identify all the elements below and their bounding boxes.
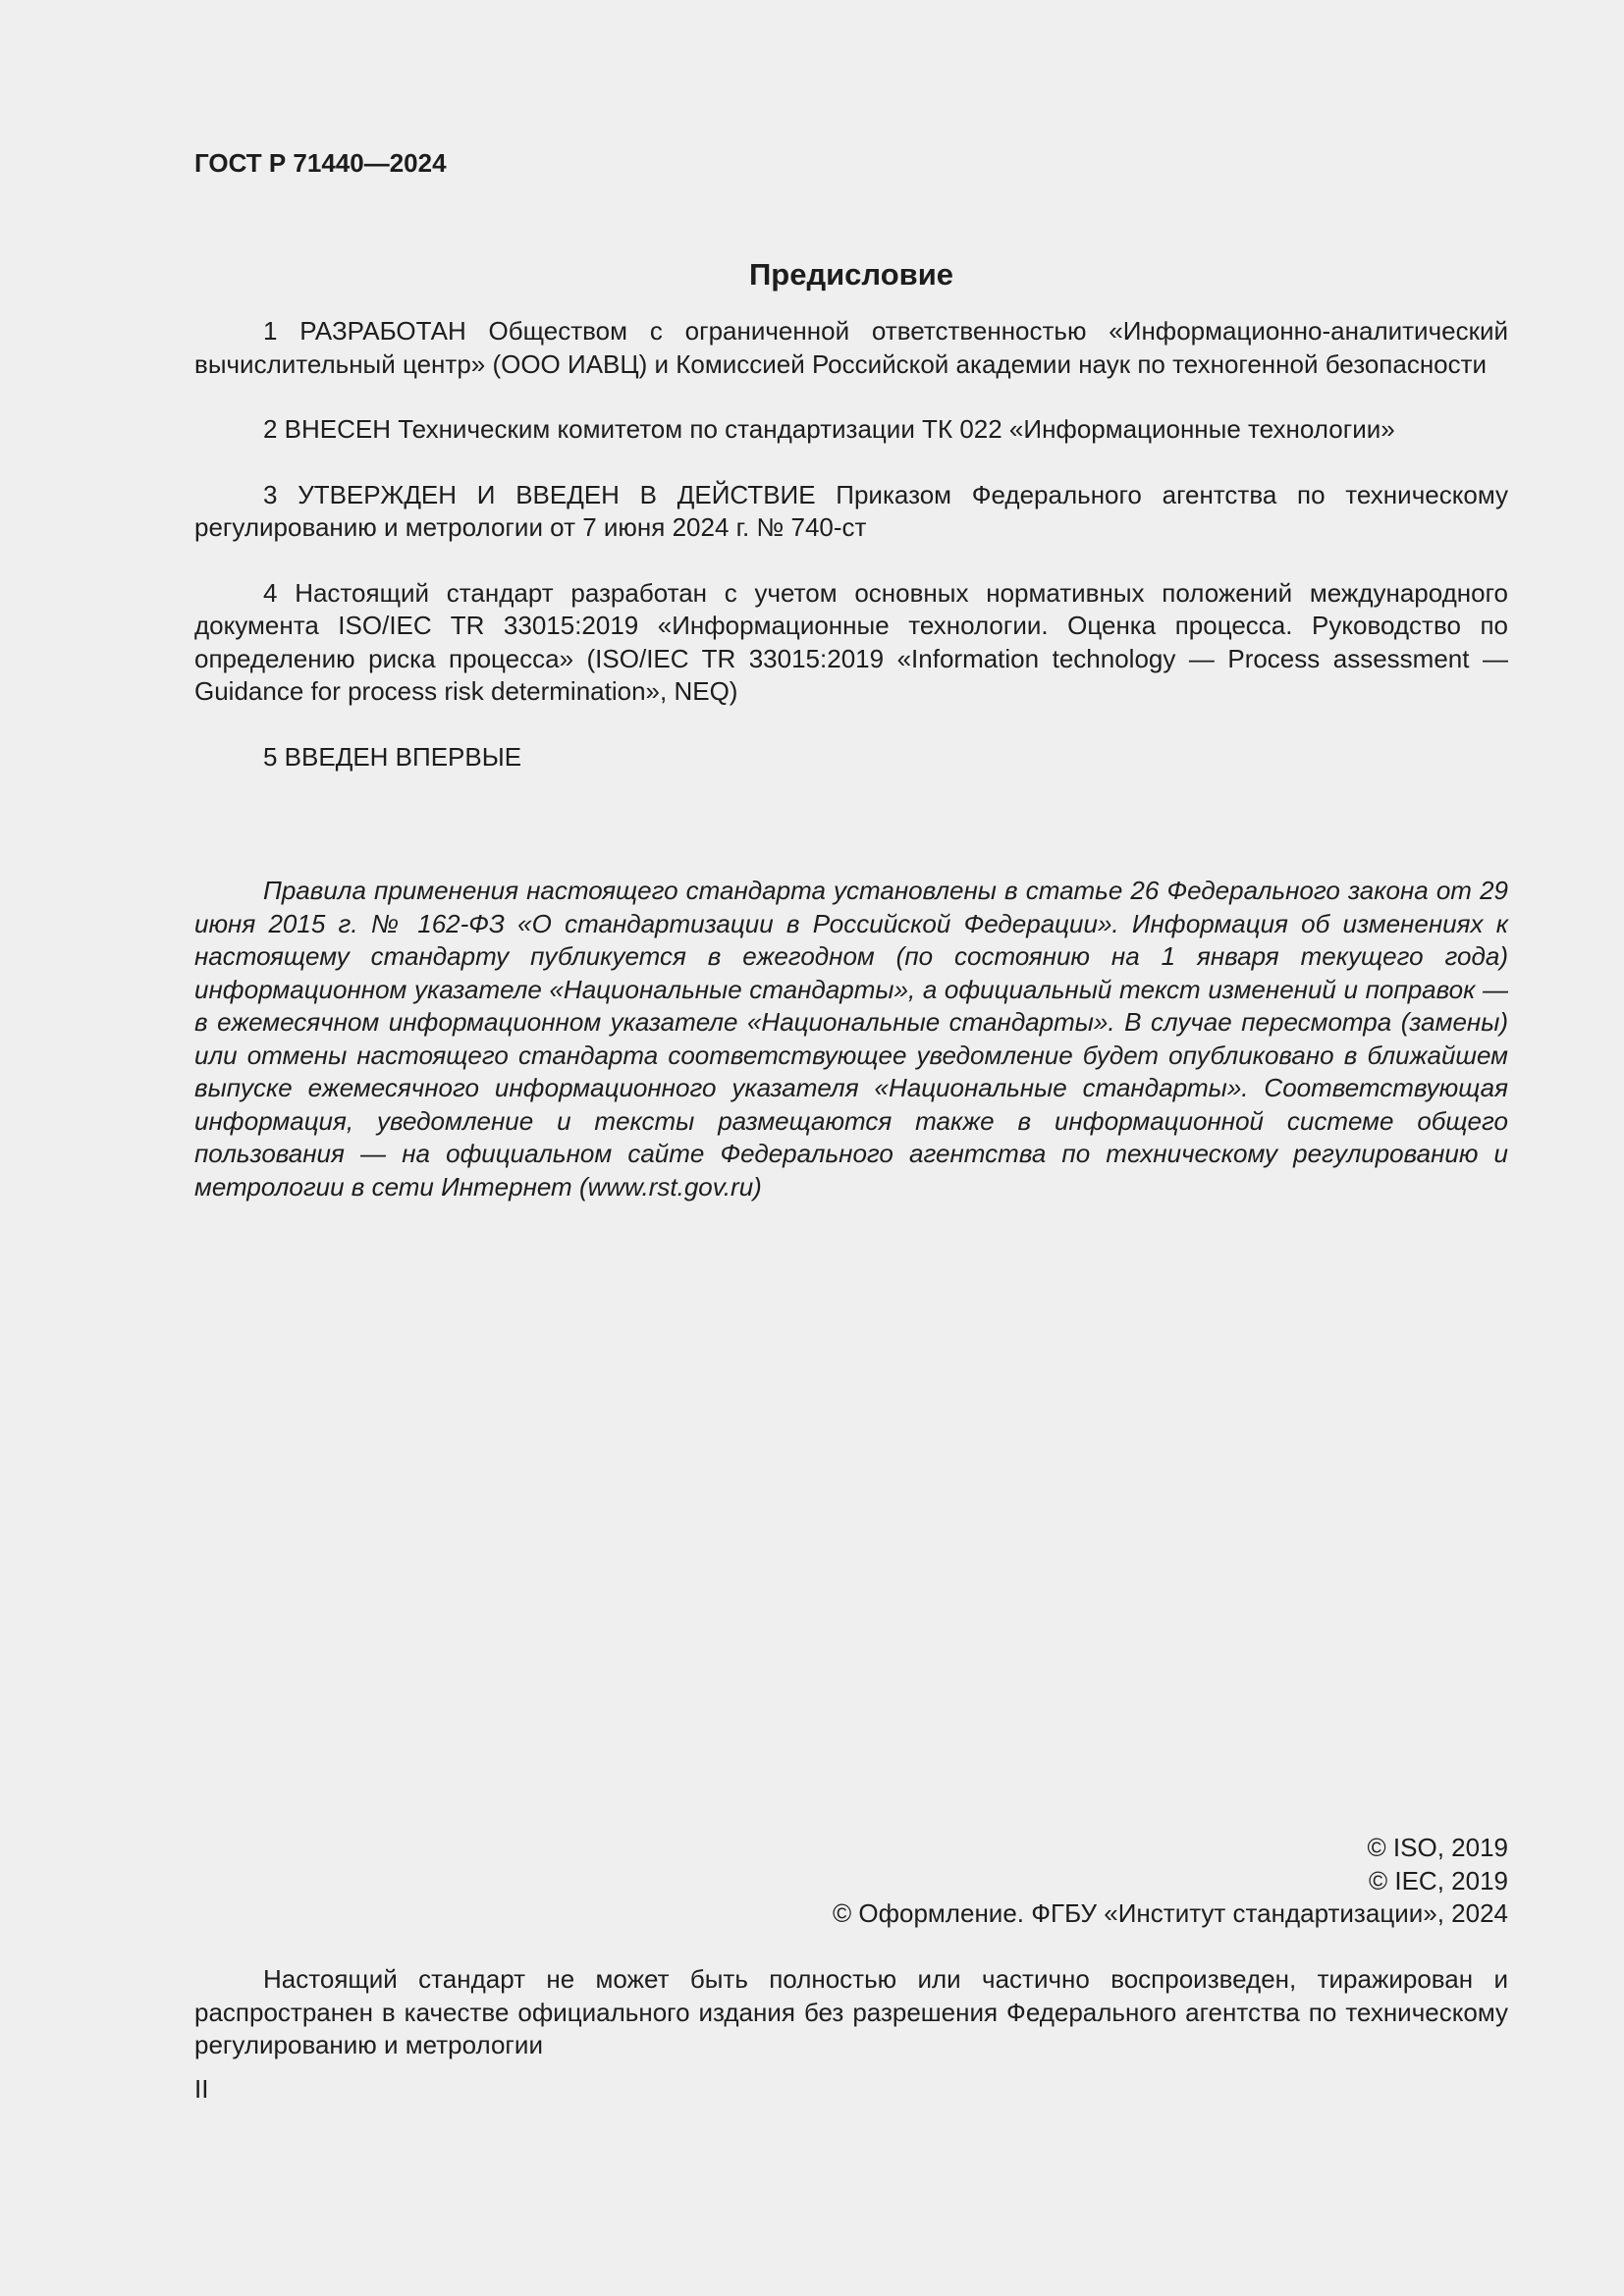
application-rules-text: Правила применения настоящего стандарта установлены в статье 26 Федерального закона от 29 июня 2015 г. № 162-ФЗ «О стандартизации в Российской Федерации». Информация об изменениях к настоящему стандарту публикуется в ежегодном (по состоянию на 1 января текущего года) информационном указателе «Национальные стандарты», а официальный текст изменений и поправок — в ежемесячном информационном указателе «Национальные стандарты». В случае пересмотра (замены) или отмены настоящего стандарта соответствующее уведомление будет опубликовано в ближайшем выпуске ежемесячного информационного указателя «Национальные стандарты». Соответствующая информация, уведомление и тексты размещаются также в информационной системе общего пользования — на официальном сайте Федерального агентства по техническому регулированию и метрологии в сети Интернет (www.rst.gov.ru) [194,876,1508,1201]
copyright-iec: © IEC, 2019 [1368,1865,1508,1896]
page-number: II [194,2074,209,2104]
copyright-iso: © ISO, 2019 [1367,1833,1508,1862]
preface-item-5: 5 ВВЕДЕН ВПЕРВЫЕ [263,741,522,772]
copyright-design: © Оформление. ФГБУ «Институт стандартизации», 2024 [833,1898,1508,1928]
reproduction-notice-block [194,1963,1508,2062]
page-content [194,147,1508,1203]
document-code: ГОСТ Р 71440—2024 [194,148,447,178]
preface-item-4: 4 Настоящий стандарт разработан с учетом основных нормативных положений международного документа ISO/IEC TR 33015:2019 «Информационные технологии. Оценка процесса. Руководство по определению риска процесса» (ISO/IEC TR 33015:2019 «Information technology — Process assessment — Guidance for process risk determination», NEQ) [194,577,1508,706]
preface-item-2: 2 ВНЕСЕН Техническим комитетом по стандартизации ТК 022 «Информационные технологии» [263,414,1395,444]
copyright-block [194,1832,1508,1931]
preface-item-3: 3 УТВЕРЖДЕН И ВВЕДЕН В ДЕЙСТВИЕ Приказом Федерального агентства по техническому регулированию и метрологии от 7 июня 2024 г. № 740-ст [194,479,1508,542]
reproduction-notice: Настоящий стандарт не может быть полностью или частично воспроизведен, тиражирован и распространен в качестве официального издания без разрешения Федерального агентства по техническому регулированию и метрологии [194,1964,1508,2059]
preface-item-1: 1 РАЗРАБОТАН Обществом с ограниченной ответственностью «Информационно-аналитический вычислительный центр» (ООО ИАВЦ) и Комиссией Российской академии наук по техногенной безопасности [194,316,1508,379]
section-title: Предисловие [748,257,953,292]
